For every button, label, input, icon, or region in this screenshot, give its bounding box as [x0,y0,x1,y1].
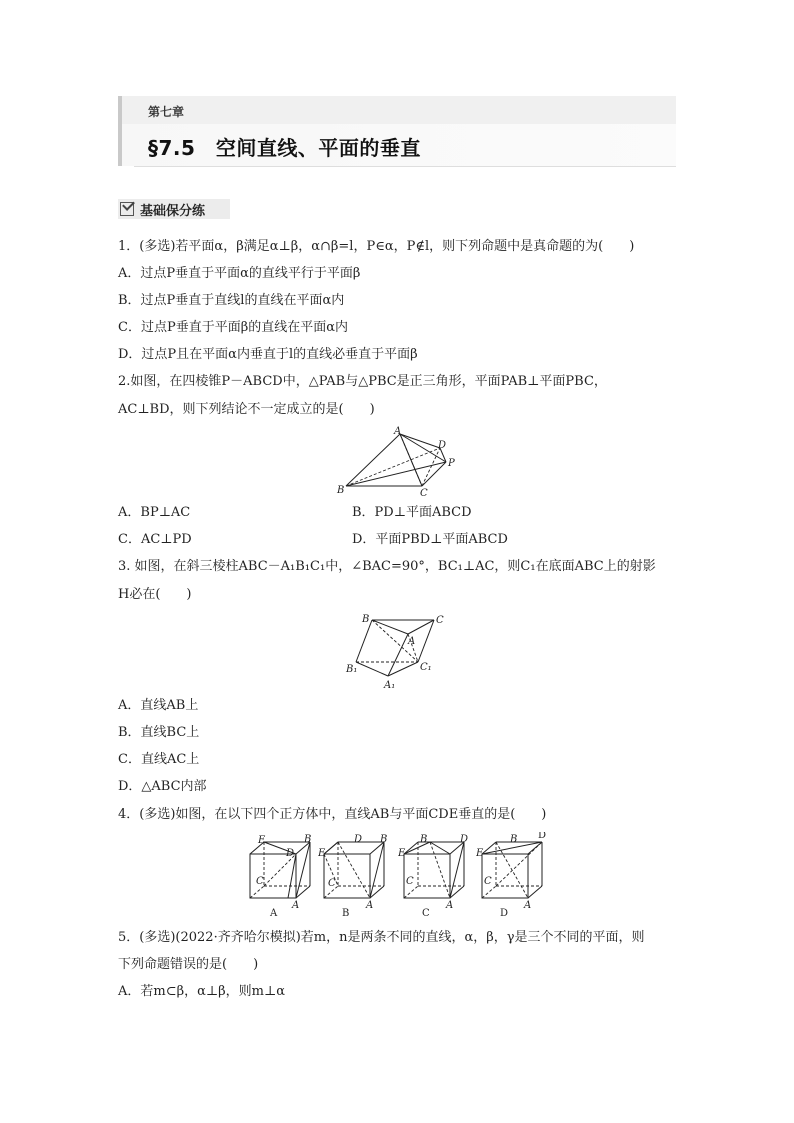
q2-option-a: A．BP⊥AC [118,505,191,520]
svg-text:B: B [380,834,388,845]
section-label: 基础保分练 [140,203,206,219]
svg-text:D: D [460,834,469,845]
q3-option-b: B．直线BC上 [118,725,200,740]
q4-caption-c: C [422,908,430,919]
svg-text:C: C [484,876,492,887]
q2-label-c: C [420,488,428,498]
chapter-header [118,96,676,192]
svg-text:D: D [354,834,363,845]
q2-option-d: D．平面PBD⊥平面ABCD [352,532,508,547]
q1-option-b: B．过点P垂直于直线l的直线在平面α内 [118,293,345,308]
q3-label-a: A [408,636,416,647]
svg-text:B: B [420,834,428,845]
page-title: §7.5 空间直线、平面的垂直 [148,136,421,160]
q1-option-c: C．过点P垂直于平面β的直线在平面α内 [118,320,348,335]
q5-stem-line2: 下列命题错误的是( ) [118,957,259,972]
svg-text:B: B [304,834,312,845]
q5-option-a: A．若m⊂β，α⊥β，则m⊥α [118,984,285,999]
q3-stem-line1: 3. 如图，在斜三棱柱ABC－A₁B₁C₁中，∠BAC=90°，BC₁⊥AC，则C₁在底面ABC上的射影 [118,559,656,574]
svg-text:E: E [476,848,484,859]
q3-label-c: C [436,615,444,626]
q3-label-b1: B₁ [346,664,358,675]
q2-figure-pyramid [336,426,466,498]
q4-cube-b [318,832,392,922]
svg-text:E: E [398,848,406,859]
svg-text:B: B [510,834,518,845]
q3-option-a: A．直线AB上 [118,698,199,713]
q4-cube-d [476,832,550,922]
q4-caption-a: A [270,908,278,919]
q3-option-c: C．直线AC上 [118,752,200,767]
q4-stem: 4．(多选)如图，在以下四个正方体中，直线AB与平面CDE垂直的是( ) [118,807,547,822]
q4-cube-c [398,832,472,922]
q2-stem-line2: AC⊥BD，则下列结论不一定成立的是( ) [118,402,375,417]
q2-stem-line1: 2.如图，在四棱锥P－ABCD中，△PAB与△PBC是正三角形，平面PAB⊥平面PBC， [118,374,607,389]
svg-text:C: C [328,878,336,889]
svg-text:A: A [292,900,300,911]
q4-cube-a [244,832,318,922]
q2-label-a: A [394,426,402,437]
svg-text:E: E [318,848,326,859]
svg-text:D: D [538,832,547,841]
q1-option-d: D．过点P且在平面α内垂直于l的直线必垂直于平面β [118,347,418,362]
svg-text:D: D [286,848,295,859]
q3-option-d: D．△ABC内部 [118,779,207,794]
q3-label-b: B [362,614,370,625]
q2-option-c: C．AC⊥PD [118,532,192,547]
header-divider [134,166,676,167]
svg-text:A: A [366,900,374,911]
q3-stem-line2: H必在( ) [118,587,192,602]
q1-stem: 1．(多选)若平面α，β满足α⊥β，α∩β=l，P∈α，P∉l，则下列命题中是真命题的为( ) [118,239,635,254]
svg-text:A: A [524,900,532,911]
checkbox-icon [120,202,134,216]
svg-text:E: E [258,835,266,846]
svg-text:C: C [406,876,414,887]
q2-label-d: D [438,440,447,451]
q4-caption-d: D [500,908,509,919]
q3-label-c1: C₁ [420,662,432,673]
q3-label-a1: A₁ [384,680,396,691]
chapter-label: 第七章 [148,105,185,119]
q5-stem-line1: 5．(多选)(2022·齐齐哈尔模拟)若m，n是两条不同的直线，α，β，γ是三个不同的平面，则 [118,930,645,945]
q3-figure-prism [344,610,448,692]
section-tag [118,199,230,219]
svg-text:A: A [446,900,454,911]
svg-text:C: C [256,876,264,887]
q2-label-p: P [448,458,455,469]
q1-option-a: A．过点P垂直于平面α的直线平行于平面β [118,266,361,281]
q2-label-b: B [337,485,345,496]
q2-option-b: B．PD⊥平面ABCD [352,505,472,520]
q4-caption-b: B [342,908,350,919]
